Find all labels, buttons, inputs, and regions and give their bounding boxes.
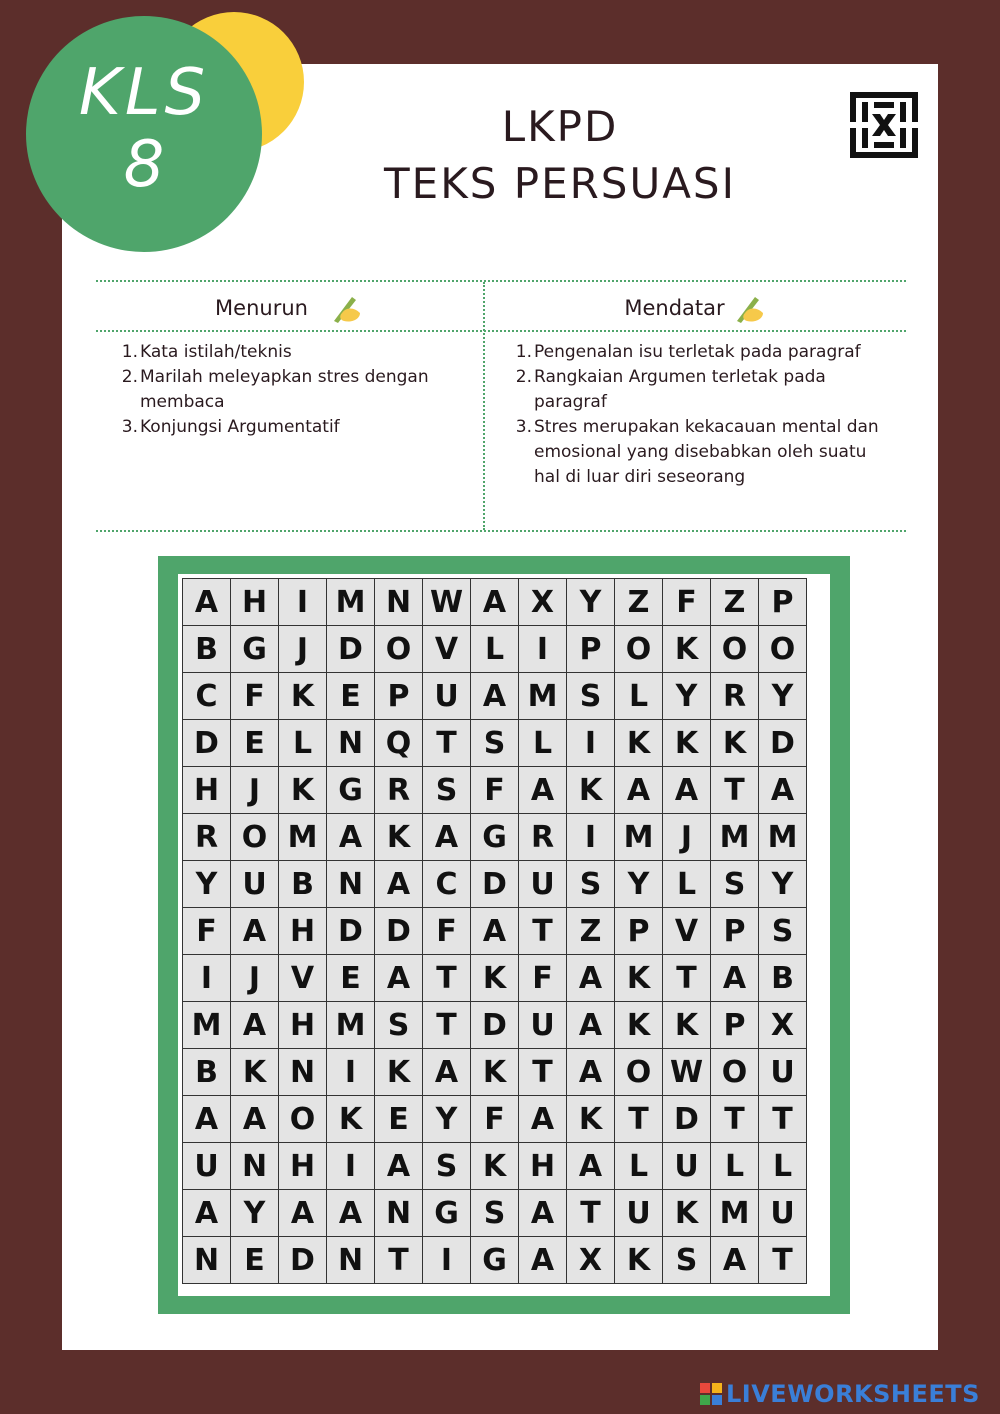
grid-cell[interactable]: H <box>231 579 279 626</box>
grid-cell[interactable]: P <box>615 908 663 955</box>
grid-cell[interactable]: F <box>423 908 471 955</box>
grid-cell[interactable]: T <box>711 1096 759 1143</box>
grid-cell[interactable]: N <box>327 861 375 908</box>
grid-row <box>183 908 807 955</box>
grid-row <box>183 861 807 908</box>
down-clue-list <box>118 340 468 440</box>
grid-cell[interactable]: D <box>279 1237 327 1284</box>
list-item: 1. Kata istilah/teknis <box>121 342 292 362</box>
grid-cell[interactable]: T <box>663 955 711 1002</box>
grid-cell[interactable]: N <box>327 720 375 767</box>
grid-cell[interactable]: A <box>663 767 711 814</box>
grid-cell[interactable]: F <box>471 767 519 814</box>
grid-cell[interactable]: A <box>471 908 519 955</box>
grid-cell[interactable]: O <box>615 626 663 673</box>
grid-cell[interactable]: Y <box>663 673 711 720</box>
grid-cell[interactable]: A <box>375 861 423 908</box>
grid-cell[interactable]: M <box>279 814 327 861</box>
grid-cell[interactable]: A <box>423 1049 471 1096</box>
page-title <box>300 100 820 214</box>
grid-cell[interactable]: U <box>519 861 567 908</box>
grid-cell[interactable]: I <box>519 626 567 673</box>
grid-cell[interactable]: K <box>375 814 423 861</box>
grid-cell[interactable]: A <box>519 1237 567 1284</box>
grid-cell[interactable]: K <box>471 1143 519 1190</box>
grid-cell[interactable]: X <box>519 579 567 626</box>
grid-cell[interactable]: F <box>519 955 567 1002</box>
grid-cell[interactable]: D <box>327 908 375 955</box>
grid-cell[interactable]: M <box>759 814 807 861</box>
grid-cell[interactable]: P <box>567 626 615 673</box>
grid-cell[interactable]: A <box>327 1190 375 1237</box>
grid-cell[interactable]: N <box>375 1190 423 1237</box>
word-search-panel <box>178 574 830 1296</box>
grid-cell[interactable]: R <box>519 814 567 861</box>
grid-cell[interactable]: L <box>615 673 663 720</box>
grid-cell[interactable]: P <box>759 579 807 626</box>
grid-cell[interactable]: M <box>327 579 375 626</box>
grid-cell[interactable]: S <box>471 720 519 767</box>
grid-cell[interactable]: L <box>279 720 327 767</box>
grid-cell[interactable]: A <box>711 1237 759 1284</box>
writing-hand-icon <box>330 291 364 325</box>
grid-cell[interactable]: N <box>183 1237 231 1284</box>
grid-cell[interactable]: F <box>231 673 279 720</box>
grid-cell[interactable]: A <box>183 1190 231 1237</box>
grid-cell[interactable]: L <box>615 1143 663 1190</box>
grid-cell[interactable]: A <box>567 1002 615 1049</box>
across-heading <box>485 290 906 326</box>
grid-cell[interactable]: O <box>375 626 423 673</box>
across-heading-label: Mendatar <box>624 296 725 320</box>
grid-cell[interactable]: T <box>519 1049 567 1096</box>
grid-cell[interactable]: S <box>567 673 615 720</box>
grid-cell[interactable]: K <box>663 720 711 767</box>
title-line-2: TEKS PERSUASI <box>384 159 736 208</box>
grid-cell[interactable]: S <box>375 1002 423 1049</box>
grid-cell[interactable]: V <box>279 955 327 1002</box>
grid-cell[interactable]: A <box>183 1096 231 1143</box>
grid-cell[interactable]: U <box>519 1002 567 1049</box>
grid-cell[interactable]: T <box>567 1190 615 1237</box>
grid-cell[interactable]: L <box>711 1143 759 1190</box>
grid-cell[interactable]: C <box>423 861 471 908</box>
grid-cell[interactable]: H <box>279 1143 327 1190</box>
grid-cell[interactable]: A <box>711 955 759 1002</box>
list-item: 3. Konjungsi Argumentatif <box>121 417 340 437</box>
down-heading-label: Menurun <box>215 296 308 320</box>
liveworksheets-logo-icon <box>700 1383 722 1405</box>
grid-cell[interactable]: S <box>423 767 471 814</box>
grid-cell[interactable]: Q <box>375 720 423 767</box>
grid-cell[interactable]: B <box>183 1049 231 1096</box>
grid-cell[interactable]: O <box>231 814 279 861</box>
grid-cell[interactable]: A <box>567 955 615 1002</box>
title-line-1: LKPD <box>501 102 619 151</box>
grid-cell[interactable]: A <box>471 579 519 626</box>
grid-row <box>183 1237 807 1284</box>
grid-cell[interactable]: B <box>183 626 231 673</box>
grid-cell[interactable]: E <box>375 1096 423 1143</box>
grid-cell[interactable]: Z <box>567 908 615 955</box>
grid-cell[interactable]: K <box>663 1002 711 1049</box>
grid-cell[interactable]: M <box>711 1190 759 1237</box>
grid-cell[interactable]: V <box>423 626 471 673</box>
grid-cell[interactable]: K <box>471 955 519 1002</box>
grid-cell[interactable]: I <box>327 1049 375 1096</box>
grid-cell[interactable]: X <box>759 1002 807 1049</box>
grid-cell[interactable]: U <box>663 1143 711 1190</box>
grid-cell[interactable]: O <box>711 626 759 673</box>
grid-row <box>183 814 807 861</box>
class-badge-number: 8 <box>123 128 165 202</box>
grid-cell[interactable]: E <box>231 1237 279 1284</box>
grid-cell[interactable]: K <box>327 1096 375 1143</box>
grid-cell[interactable]: K <box>567 1096 615 1143</box>
grid-cell[interactable]: T <box>519 908 567 955</box>
grid-row <box>183 1096 807 1143</box>
grid-cell[interactable]: T <box>423 1002 471 1049</box>
grid-cell[interactable]: A <box>567 1049 615 1096</box>
grid-cell[interactable]: M <box>615 814 663 861</box>
grid-cell[interactable]: Z <box>711 579 759 626</box>
grid-cell[interactable]: U <box>231 861 279 908</box>
grid-cell[interactable]: N <box>279 1049 327 1096</box>
clues-table <box>96 280 906 532</box>
grid-cell[interactable]: A <box>519 1096 567 1143</box>
grid-cell[interactable]: U <box>759 1049 807 1096</box>
grid-cell[interactable]: D <box>183 720 231 767</box>
grid-row <box>183 1143 807 1190</box>
grid-cell[interactable]: J <box>279 626 327 673</box>
grid-cell[interactable]: A <box>231 1002 279 1049</box>
grid-cell[interactable]: K <box>279 673 327 720</box>
grid-cell[interactable]: T <box>759 1237 807 1284</box>
grid-cell[interactable]: H <box>183 767 231 814</box>
grid-cell[interactable]: D <box>759 720 807 767</box>
list-item: 1. Pengenalan isu terletak pada paragraf <box>515 342 861 362</box>
grid-cell[interactable]: A <box>327 814 375 861</box>
grid-cell[interactable]: N <box>231 1143 279 1190</box>
grid-cell[interactable]: T <box>423 720 471 767</box>
grid-cell[interactable]: A <box>423 814 471 861</box>
clues-header-divider <box>96 330 906 332</box>
grid-cell[interactable]: T <box>711 767 759 814</box>
word-search-grid <box>182 578 807 1284</box>
liveworksheets-watermark <box>700 1378 980 1410</box>
grid-row <box>183 626 807 673</box>
grid-cell[interactable]: L <box>663 861 711 908</box>
grid-cell[interactable]: S <box>423 1143 471 1190</box>
grid-cell[interactable]: E <box>327 673 375 720</box>
list-item: 2. Marilah meleyapkan stres dengan membaca <box>121 367 429 412</box>
grid-cell[interactable]: O <box>615 1049 663 1096</box>
grid-cell[interactable]: K <box>615 1002 663 1049</box>
grid-cell[interactable]: J <box>231 767 279 814</box>
across-clue-list <box>512 340 892 490</box>
grid-cell[interactable]: V <box>663 908 711 955</box>
grid-cell[interactable]: S <box>711 861 759 908</box>
grid-cell[interactable]: A <box>183 579 231 626</box>
grid-cell[interactable]: J <box>231 955 279 1002</box>
grid-cell[interactable]: A <box>567 1143 615 1190</box>
grid-cell[interactable]: O <box>279 1096 327 1143</box>
grid-cell[interactable]: Y <box>183 861 231 908</box>
list-item: 2. Rangkaian Argumen terletak pada paragraf <box>515 367 826 412</box>
grid-cell[interactable]: N <box>375 579 423 626</box>
grid-cell[interactable]: A <box>471 673 519 720</box>
class-badge <box>26 16 262 252</box>
grid-cell[interactable]: S <box>471 1190 519 1237</box>
grid-cell[interactable]: R <box>183 814 231 861</box>
grid-cell[interactable]: F <box>183 908 231 955</box>
grid-cell[interactable]: X <box>567 1237 615 1284</box>
grid-cell[interactable]: Y <box>423 1096 471 1143</box>
grid-cell[interactable]: S <box>567 861 615 908</box>
grid-cell[interactable]: U <box>615 1190 663 1237</box>
grid-cell[interactable]: P <box>711 908 759 955</box>
grid-cell[interactable]: I <box>567 814 615 861</box>
grid-cell[interactable]: C <box>183 673 231 720</box>
grid-cell[interactable]: D <box>375 908 423 955</box>
grid-cell[interactable]: K <box>615 720 663 767</box>
grid-cell[interactable]: F <box>663 579 711 626</box>
word-search-frame <box>158 556 850 1314</box>
grid-cell[interactable]: D <box>471 1002 519 1049</box>
grid-cell[interactable]: H <box>279 1002 327 1049</box>
writing-hand-icon <box>733 291 767 325</box>
grid-cell[interactable]: D <box>663 1096 711 1143</box>
grid-cell[interactable]: K <box>231 1049 279 1096</box>
grid-cell[interactable]: E <box>231 720 279 767</box>
grid-cell[interactable]: L <box>759 1143 807 1190</box>
grid-cell[interactable]: H <box>519 1143 567 1190</box>
grid-cell[interactable]: M <box>327 1002 375 1049</box>
grid-cell[interactable]: P <box>711 1002 759 1049</box>
grid-cell[interactable]: I <box>183 955 231 1002</box>
grid-cell[interactable]: Y <box>615 861 663 908</box>
grid-cell[interactable]: F <box>471 1096 519 1143</box>
kufic-calligraphy-logo-icon <box>850 92 918 158</box>
grid-cell[interactable]: K <box>471 1049 519 1096</box>
grid-cell[interactable]: A <box>519 1190 567 1237</box>
grid-cell[interactable]: B <box>279 861 327 908</box>
grid-cell[interactable]: D <box>471 861 519 908</box>
grid-cell[interactable]: B <box>759 955 807 1002</box>
grid-cell[interactable]: A <box>231 1096 279 1143</box>
grid-cell[interactable]: L <box>471 626 519 673</box>
grid-cell[interactable]: A <box>375 1143 423 1190</box>
grid-cell[interactable]: K <box>375 1049 423 1096</box>
grid-row <box>183 1002 807 1049</box>
grid-cell[interactable]: I <box>567 720 615 767</box>
grid-cell[interactable]: K <box>279 767 327 814</box>
grid-row <box>183 720 807 767</box>
grid-cell[interactable]: T <box>423 955 471 1002</box>
list-item: 3. Stres merupakan kekacauan mental dan emosional yang disebabkan oleh suatu hal di luar diri seseorang <box>515 417 879 487</box>
grid-cell[interactable]: S <box>759 908 807 955</box>
grid-cell[interactable]: G <box>471 814 519 861</box>
watermark-text: LIVEWORKSHEETS <box>726 1380 980 1408</box>
grid-cell[interactable]: L <box>519 720 567 767</box>
grid-cell[interactable]: O <box>759 626 807 673</box>
grid-cell[interactable]: R <box>375 767 423 814</box>
class-badge-label: KLS <box>78 56 210 130</box>
grid-cell[interactable]: G <box>231 626 279 673</box>
grid-cell[interactable]: Y <box>567 579 615 626</box>
grid-cell[interactable]: Y <box>759 673 807 720</box>
grid-cell[interactable]: G <box>471 1237 519 1284</box>
grid-cell[interactable]: T <box>759 1096 807 1143</box>
grid-cell[interactable]: I <box>279 579 327 626</box>
grid-cell[interactable]: N <box>327 1237 375 1284</box>
grid-cell[interactable]: A <box>231 908 279 955</box>
grid-cell[interactable]: M <box>519 673 567 720</box>
grid-cell[interactable]: A <box>615 767 663 814</box>
grid-cell[interactable]: K <box>663 626 711 673</box>
grid-row <box>183 673 807 720</box>
grid-cell[interactable]: U <box>423 673 471 720</box>
grid-cell[interactable]: G <box>327 767 375 814</box>
grid-cell[interactable]: M <box>711 814 759 861</box>
grid-cell[interactable]: A <box>375 955 423 1002</box>
grid-cell[interactable]: U <box>759 1190 807 1237</box>
grid-row <box>183 1049 807 1096</box>
grid-cell[interactable]: Y <box>759 861 807 908</box>
grid-cell[interactable]: O <box>711 1049 759 1096</box>
grid-cell[interactable]: W <box>663 1049 711 1096</box>
grid-row <box>183 579 807 626</box>
grid-cell[interactable]: H <box>279 908 327 955</box>
grid-cell[interactable]: K <box>711 720 759 767</box>
grid-cell[interactable]: K <box>615 1237 663 1284</box>
grid-cell[interactable]: K <box>615 955 663 1002</box>
grid-cell[interactable]: M <box>183 1002 231 1049</box>
grid-row <box>183 767 807 814</box>
grid-cell[interactable]: A <box>759 767 807 814</box>
grid-cell[interactable]: A <box>279 1190 327 1237</box>
grid-cell[interactable]: U <box>183 1143 231 1190</box>
grid-cell[interactable]: W <box>423 579 471 626</box>
grid-cell[interactable]: R <box>711 673 759 720</box>
grid-cell[interactable]: K <box>567 767 615 814</box>
grid-cell[interactable]: T <box>615 1096 663 1143</box>
grid-cell[interactable]: S <box>663 1237 711 1284</box>
grid-cell[interactable]: T <box>375 1237 423 1284</box>
grid-cell[interactable]: E <box>327 955 375 1002</box>
grid-cell[interactable]: G <box>423 1190 471 1237</box>
grid-cell[interactable]: I <box>327 1143 375 1190</box>
grid-cell[interactable]: J <box>663 814 711 861</box>
grid-row <box>183 1190 807 1237</box>
grid-cell[interactable]: D <box>327 626 375 673</box>
grid-row <box>183 955 807 1002</box>
grid-cell[interactable]: I <box>423 1237 471 1284</box>
down-heading <box>96 290 483 326</box>
grid-cell[interactable]: Y <box>231 1190 279 1237</box>
grid-cell[interactable]: A <box>519 767 567 814</box>
grid-cell[interactable]: P <box>375 673 423 720</box>
grid-cell[interactable]: Z <box>615 579 663 626</box>
grid-cell[interactable]: K <box>663 1190 711 1237</box>
